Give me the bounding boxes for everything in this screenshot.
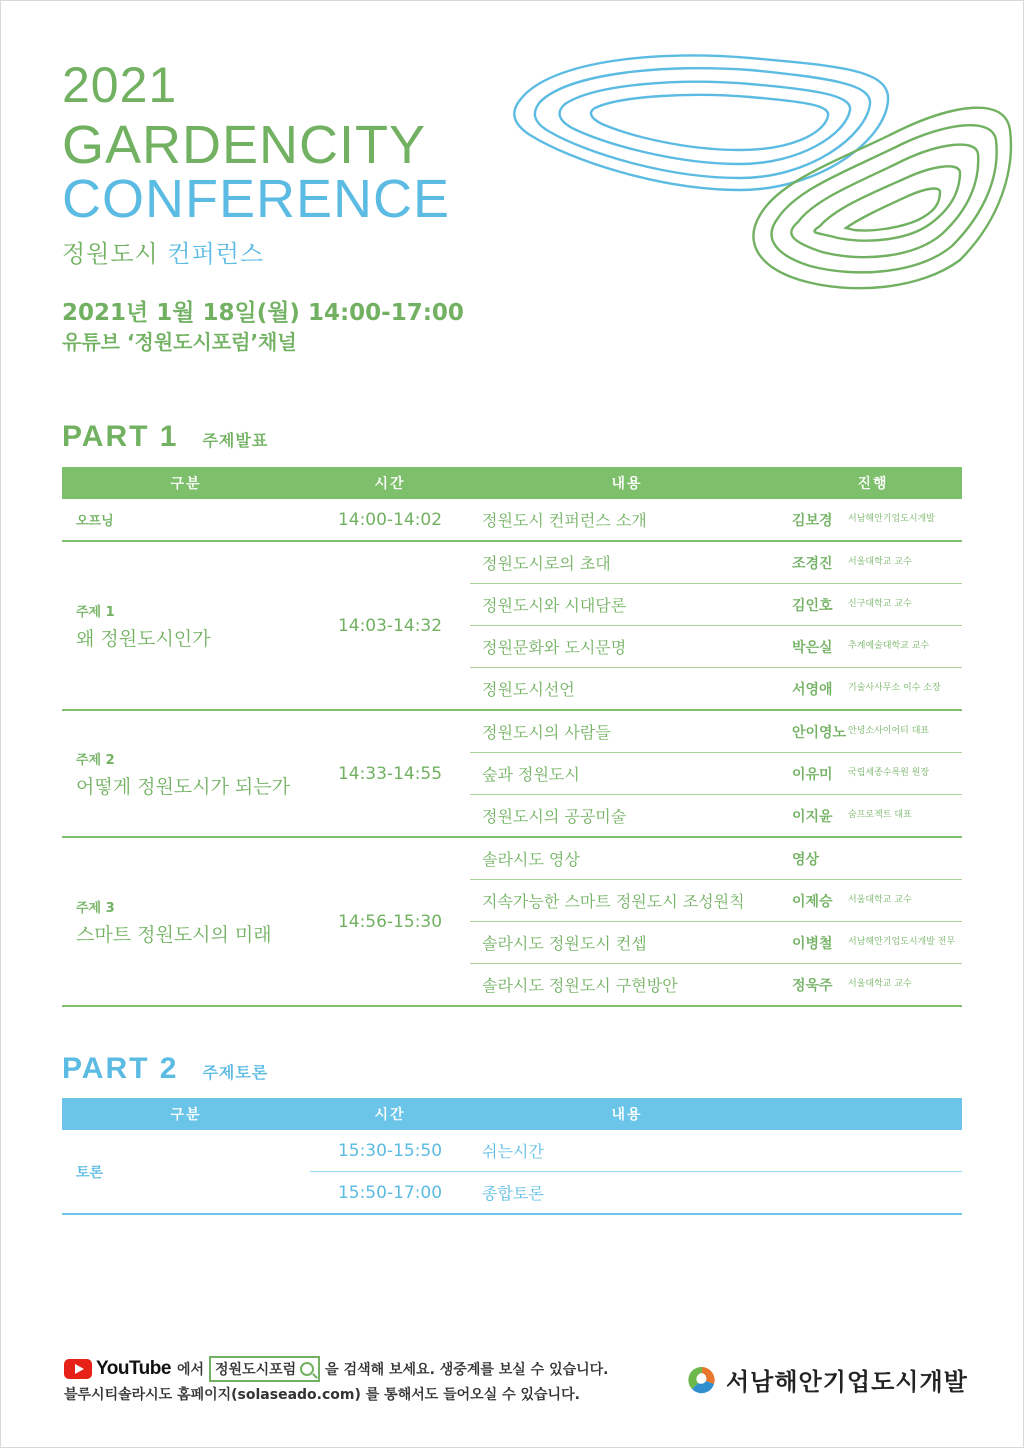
speaker-affiliation: 국립세종수목원 원장 xyxy=(848,767,930,778)
opening-time: 14:00-14:02 xyxy=(337,509,443,530)
title-conference: CONFERENCE xyxy=(62,169,451,229)
session-content: 정원도시 컨퍼런스 소개 xyxy=(482,511,647,530)
table-row xyxy=(470,499,962,540)
session-content: 솔라시도 정원도시 컨셉 xyxy=(482,934,647,953)
opening-label-cell xyxy=(62,499,310,540)
speaker-name: 안이영노 xyxy=(792,724,847,741)
table-row xyxy=(470,838,962,880)
speaker-affiliation: 서울대학교 교수 xyxy=(848,894,912,905)
speaker-affiliation: 서남해안기업도시개발 xyxy=(848,513,935,524)
table-row xyxy=(470,668,962,709)
col-time: 시간 xyxy=(374,476,406,492)
table-row xyxy=(470,626,962,668)
speaker-affiliation: 신구대학교 교수 xyxy=(848,598,912,609)
col-category: 구분 xyxy=(170,1107,202,1123)
topic3-group xyxy=(62,838,962,1007)
speaker-name: 김보경 xyxy=(792,512,833,529)
brand xyxy=(686,1362,968,1397)
table-row xyxy=(470,880,962,922)
part2-title: PART 2 xyxy=(62,1052,179,1085)
session-content: 솔라시도 정원도시 구현방안 xyxy=(482,976,678,995)
footer-line1 xyxy=(64,1356,608,1382)
discussion-label: 토론 xyxy=(76,1164,104,1181)
part1-title: PART 1 xyxy=(62,420,179,453)
session-content: 정원도시의 사람들 xyxy=(482,723,611,742)
topic2-time: 14:33-14:55 xyxy=(337,763,443,784)
session-content: 솔라시도 영상 xyxy=(482,850,580,869)
table-row xyxy=(470,795,962,836)
session-content: 정원도시와 시대담론 xyxy=(482,596,627,615)
search-term-box xyxy=(209,1356,320,1382)
speaker-affiliation: 안녕소사이어티 대표 xyxy=(848,725,930,736)
speaker-name: 조경진 xyxy=(792,555,833,572)
brand-logo-icon xyxy=(686,1364,718,1396)
part1-heading xyxy=(62,420,268,454)
footer-line2: 블루시티솔라시도 홈페이지(solaseado.com) 를 통해서도 들어오실 수 있습니다. xyxy=(64,1387,580,1403)
youtube-icon xyxy=(64,1359,92,1379)
session-content: 지속가능한 스마트 정원도시 조성원칙 xyxy=(482,892,745,911)
col-content: 내용 xyxy=(611,1107,643,1123)
topic2-number: 주제 2 xyxy=(76,752,115,768)
topic3-number: 주제 3 xyxy=(76,900,115,916)
speaker-affiliation: 서울대학교 교수 xyxy=(848,978,912,989)
part2-subtitle: 주제토론 xyxy=(202,1063,269,1082)
speaker-affiliation: 서울대학교 교수 xyxy=(848,556,912,567)
topic1-label-cell xyxy=(62,542,310,709)
speaker-name: 이병철 xyxy=(792,935,833,952)
youtube-logo xyxy=(64,1358,171,1380)
session-content: 정원도시로의 초대 xyxy=(482,554,611,573)
opening-label: 오프닝 xyxy=(76,514,114,529)
speaker-name: 서영애 xyxy=(792,681,833,698)
opening-group xyxy=(62,499,962,542)
search-term: 정원도시포럼 xyxy=(215,1362,297,1378)
title-gardencity: GARDENCITY xyxy=(62,115,427,175)
table-row xyxy=(310,1172,962,1213)
topic1-time: 14:03-14:32 xyxy=(337,615,443,636)
topic1-number: 주제 1 xyxy=(76,604,115,620)
topic2-title: 어떻게 정원도시가 되는가 xyxy=(76,775,290,798)
speaker-affiliation: 서남해안기업도시개발 전무 xyxy=(848,936,956,947)
contour-decoration xyxy=(510,40,1020,300)
discussion-group xyxy=(62,1130,962,1215)
table-row xyxy=(470,964,962,1005)
speaker-affiliation: 기술사사무소 이수 소장 xyxy=(848,682,941,693)
topic2-group xyxy=(62,711,962,838)
session-content: 숲과 정원도시 xyxy=(482,765,580,784)
part2-table-header xyxy=(62,1098,962,1130)
speaker-name: 김인호 xyxy=(792,597,833,614)
topic3-title: 스마트 정원도시의 미래 xyxy=(76,923,272,946)
event-datetime: 2021년 1월 18일(월) 14:00-17:00 xyxy=(62,300,464,326)
footer-suffix: 을 검색해 보세요. 생중계를 보실 수 있습니다. xyxy=(325,1362,609,1378)
topic3-time: 14:56-15:30 xyxy=(337,911,443,932)
col-speaker: 진행 xyxy=(857,476,889,492)
topic3-label-cell xyxy=(62,838,310,1005)
session-content: 정원도시의 공공미술 xyxy=(482,807,627,826)
korean-subtitle xyxy=(62,234,264,269)
table-row xyxy=(470,542,962,584)
speaker-affiliation: 숨프로젝트 대표 xyxy=(848,809,912,820)
subtitle-part1: 정원도시 xyxy=(62,240,159,268)
subtitle-part2: 컨퍼런스 xyxy=(167,240,265,268)
part1-table xyxy=(62,467,962,1007)
session-content: 정원문화와 도시문명 xyxy=(482,638,627,657)
session-content: 쉬는시간 xyxy=(482,1142,544,1161)
part1-subtitle: 주제발표 xyxy=(202,431,269,450)
part2-table xyxy=(62,1098,962,1215)
speaker-name: 이제승 xyxy=(792,893,833,910)
table-row xyxy=(470,922,962,964)
discussion-label-cell xyxy=(62,1130,310,1213)
speaker-affiliation: 추계예술대학교 교수 xyxy=(848,640,930,651)
speaker-name: 박은실 xyxy=(792,639,833,656)
part1-table-header xyxy=(62,467,962,499)
event-channel: 유튜브 ‘정원도시포럼’채널 xyxy=(62,330,297,354)
col-category: 구분 xyxy=(170,476,202,492)
session-content: 정원도시선언 xyxy=(482,680,575,699)
session-time: 15:30-15:50 xyxy=(337,1140,443,1161)
topic2-label-cell xyxy=(62,711,310,836)
session-content: 종합토론 xyxy=(482,1184,544,1203)
part2-heading xyxy=(62,1052,268,1086)
speaker-name: 정욱주 xyxy=(792,977,833,994)
speaker-name: 영상 xyxy=(792,851,820,868)
col-content: 내용 xyxy=(611,476,643,492)
brand-name: 서남해안기업도시개발 xyxy=(726,1368,968,1396)
conference-year: 2021 xyxy=(62,57,178,113)
table-row xyxy=(310,1130,962,1172)
session-time: 15:50-17:00 xyxy=(337,1182,443,1203)
table-row xyxy=(470,711,962,753)
footer-prefix: 에서 xyxy=(176,1362,205,1378)
search-icon xyxy=(300,1362,314,1376)
speaker-name: 이유미 xyxy=(792,766,833,783)
youtube-wordmark: YouTube xyxy=(96,1358,171,1379)
table-row xyxy=(470,584,962,626)
table-row xyxy=(470,753,962,795)
topic1-title: 왜 정원도시인가 xyxy=(76,627,211,650)
topic1-group xyxy=(62,542,962,711)
col-time: 시간 xyxy=(374,1107,406,1123)
speaker-name: 이지윤 xyxy=(792,808,833,825)
